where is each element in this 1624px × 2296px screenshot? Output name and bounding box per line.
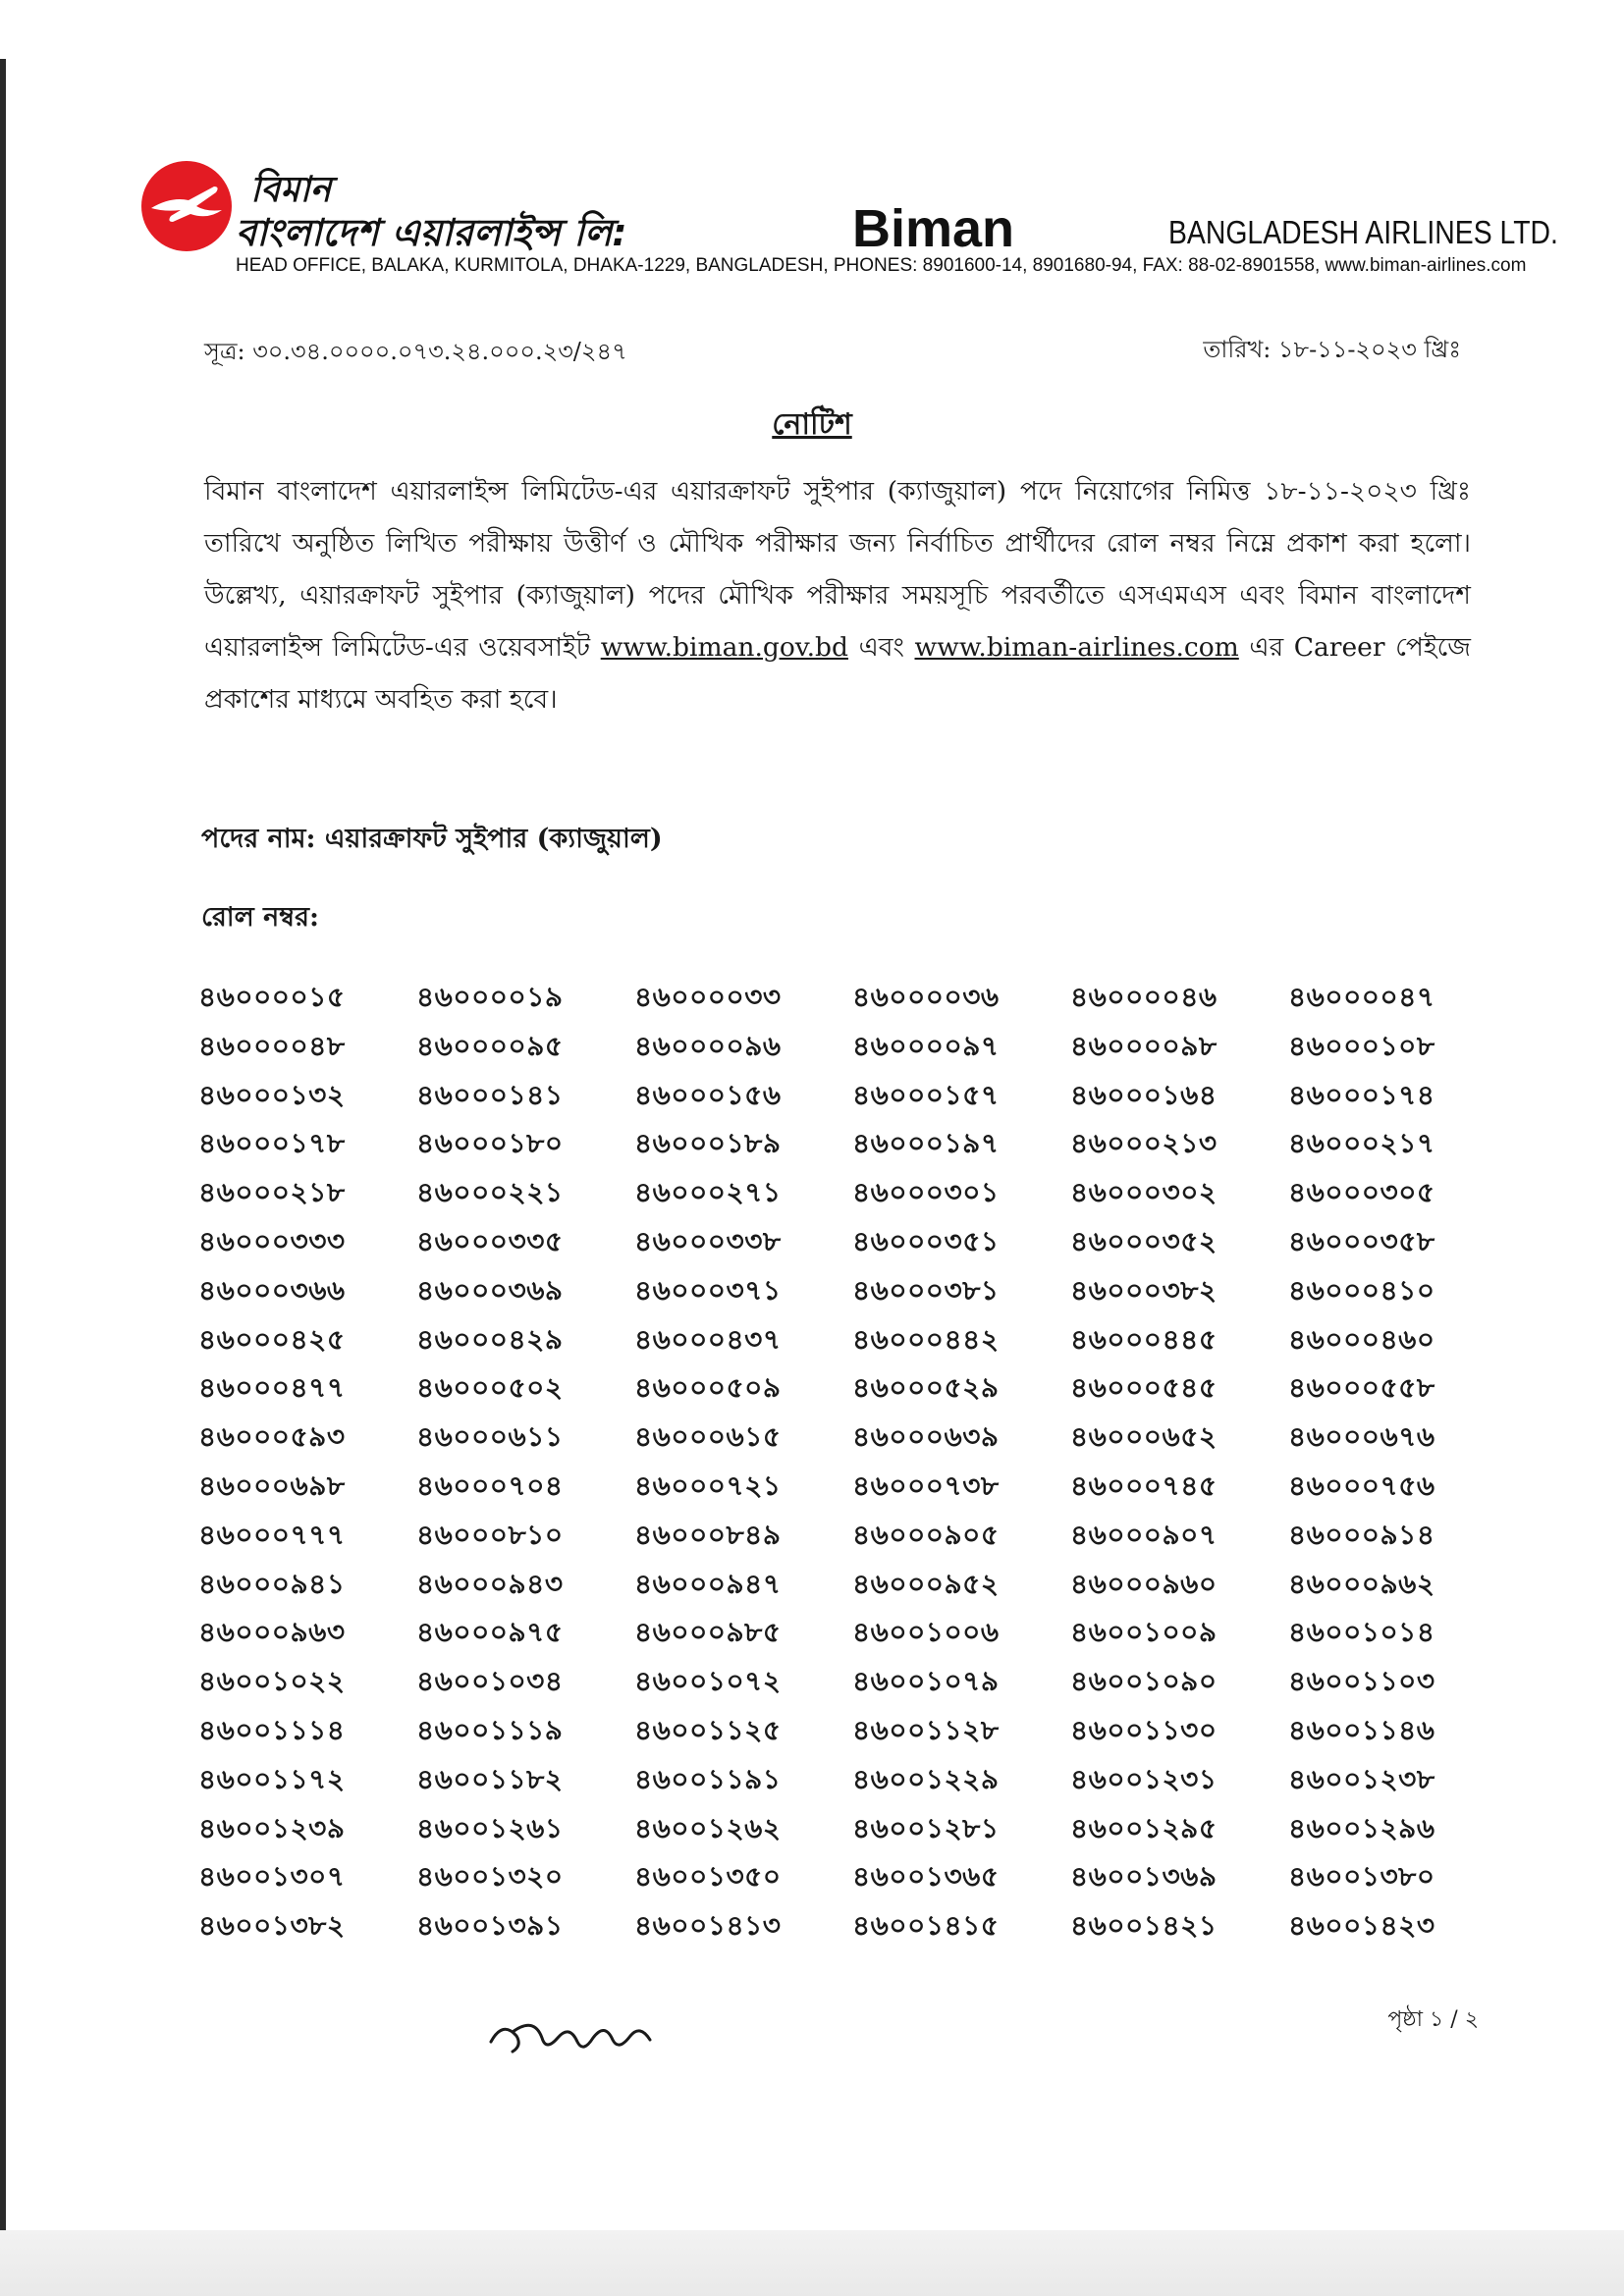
roll-number: ৪৬০০০৩৮২ xyxy=(1070,1273,1218,1307)
roll-number: ৪৬০০০০৯৭ xyxy=(852,1029,1000,1062)
roll-number: ৪৬০০০৯৪৩ xyxy=(416,1567,564,1600)
roll-number: ৪৬০০১০০৬ xyxy=(852,1616,1000,1649)
roll-number: ৪৬০০০৯৬২ xyxy=(1288,1567,1435,1600)
roll-number: ৪৬০০১১৭২ xyxy=(198,1762,346,1795)
roll-number: ৪৬০০০৯০৫ xyxy=(852,1518,1000,1551)
roll-number: ৪৬০০১০৭৯ xyxy=(852,1665,1000,1698)
notice-body xyxy=(204,465,1471,725)
roll-number: ৪৬০০০৯৮৫ xyxy=(634,1616,782,1649)
roll-number: ৪৬০০১০৭২ xyxy=(634,1665,782,1698)
roll-number: ৪৬০০১৪২৩ xyxy=(1288,1909,1435,1943)
roll-number: ৪৬০০০২১৭ xyxy=(1288,1127,1435,1160)
roll-number: ৪৬০০১১৮২ xyxy=(416,1762,564,1795)
roll-number: ৪৬০০০৬১৫ xyxy=(634,1420,782,1454)
roll-number: ৪৬০০০৪১০ xyxy=(1288,1273,1435,1307)
roll-number: ৪৬০০০১০৮ xyxy=(1288,1029,1435,1062)
roll-number: ৪৬০০০৯৬০ xyxy=(1070,1567,1218,1600)
logo-text-bn-line1: বিমান xyxy=(250,170,332,210)
roll-number: ৪৬০০০৩৬৯ xyxy=(416,1273,564,1307)
roll-number: ৪৬০০০১৭৪ xyxy=(1288,1078,1435,1111)
roll-number: ৪৬০০০৬৭৬ xyxy=(1288,1420,1435,1454)
roll-number: ৪৬০০০৬১১ xyxy=(416,1420,564,1454)
page-edge xyxy=(0,59,6,2248)
signature xyxy=(483,2002,670,2071)
memo-date: তারিখ: ১৮-১১-২০২৩ খ্রিঃ xyxy=(1203,336,1461,363)
roll-number: ৪৬০০১২৮১ xyxy=(852,1811,1000,1844)
roll-number: ৪৬০০০৩০১ xyxy=(852,1176,1000,1209)
roll-number: ৪৬০০০৮৪৯ xyxy=(634,1518,782,1551)
roll-number: ৪৬০০০৯৬৩ xyxy=(198,1616,346,1649)
roll-number: ৪৬০০১৩৬৫ xyxy=(852,1860,1000,1894)
roll-number: ৪৬০০১২৯৫ xyxy=(1070,1811,1218,1844)
roll-number: ৪৬০০০৪২৯ xyxy=(416,1322,564,1356)
page-number: পৃষ্ঠা ১ / ২ xyxy=(1387,2007,1479,2032)
roll-number: ৪৬০০০৬৩৯ xyxy=(852,1420,1000,1454)
roll-number: ৪৬০০০৩৫১ xyxy=(852,1224,1000,1257)
roll-number: ৪৬০০০৭০৪ xyxy=(416,1468,564,1502)
roll-number: ৪৬০০০১৭৮ xyxy=(198,1127,346,1160)
post-name: পদের নাম: এয়ারক্রাফট সুইপার (ক্যাজুয়াল) xyxy=(201,824,663,854)
letterhead xyxy=(137,157,1558,285)
roll-number: ৪৬০০০৩৫২ xyxy=(1070,1224,1218,1257)
roll-number: ৪৬০০১২৬১ xyxy=(416,1811,564,1844)
roll-number: ৪৬০০১১০৩ xyxy=(1288,1665,1435,1698)
roll-number: ৪৬০০০১৪১ xyxy=(416,1078,564,1111)
roll-number: ৪৬০০০৫৫৮ xyxy=(1288,1371,1435,1405)
roll-number: ৪৬০০১২৩১ xyxy=(1070,1762,1218,1795)
roll-number: ৪৬০০১৪২১ xyxy=(1070,1909,1218,1943)
roll-number: ৪৬০০০৩৫৮ xyxy=(1288,1224,1435,1257)
roll-number: ৪৬০০০৩৬৬ xyxy=(198,1273,346,1307)
roll-number: ৪৬০০০৪৭৭ xyxy=(198,1371,346,1405)
roll-number: ৪৬০০০০৩৩ xyxy=(634,981,782,1013)
brand-name: Biman xyxy=(852,199,1015,258)
roll-number: ৪৬০০০৫০৯ xyxy=(634,1371,782,1405)
roll-number: ৪৬০০১৪১৩ xyxy=(634,1909,782,1943)
roll-number: ৪৬০০০৯৭৫ xyxy=(416,1616,564,1649)
roll-number: ৪৬০০১১১৪ xyxy=(198,1713,346,1746)
roll-number: ৪৬০০০৯০৭ xyxy=(1070,1518,1218,1551)
roll-number: ৪৬০০০৭৩৮ xyxy=(852,1468,1000,1502)
roll-number: ৪৬০০১১২৮ xyxy=(852,1713,1000,1746)
roll-number: ৪৬০০১২৯৬ xyxy=(1288,1811,1435,1844)
roll-number: ৪৬০০০৭৭৭ xyxy=(198,1518,346,1551)
roll-number: ৪৬০০০১৯৭ xyxy=(852,1127,1000,1160)
roll-number: ৪৬০০০৪৩৭ xyxy=(634,1322,782,1356)
roll-number: ৪৬০০১২৩৯ xyxy=(198,1811,346,1844)
roll-number: ৪৬০০০০৩৬ xyxy=(852,981,1000,1013)
roll-number: ৪৬০০১৩৬৯ xyxy=(1070,1860,1218,1894)
roll-number: ৪৬০০০৬৯৮ xyxy=(198,1468,346,1502)
roll-number: ৪৬০০১৩৫০ xyxy=(634,1860,782,1894)
roll-number: ৪৬০০১০৯০ xyxy=(1070,1665,1218,1698)
roll-number: ৪৬০০০৫০২ xyxy=(416,1371,564,1405)
roll-number: ৪৬০০০৪৬০ xyxy=(1288,1322,1435,1356)
roll-number: ৪৬০০০৯৪৭ xyxy=(634,1567,782,1600)
roll-number: ৪৬০০০২১৮ xyxy=(198,1176,346,1209)
roll-number: ৪৬০০১১৩০ xyxy=(1070,1713,1218,1746)
roll-number: ৪৬০০০৪৪২ xyxy=(852,1322,1000,1356)
roll-number: ৪৬০০১১৯১ xyxy=(634,1762,782,1795)
roll-number: ৪৬০০০৭২১ xyxy=(634,1468,782,1502)
roll-number: ৪৬০০১১১৯ xyxy=(416,1713,564,1746)
roll-number: ৪৬০০০৩৮১ xyxy=(852,1273,1000,1307)
roll-number: ৪৬০০০৩০২ xyxy=(1070,1176,1218,1209)
roll-number: ৪৬০০০২১৩ xyxy=(1070,1127,1218,1160)
roll-number: ৪৬০০১৩৮২ xyxy=(198,1909,346,1943)
roll-number: ৪৬০০০০১৯ xyxy=(416,981,564,1013)
roll-number: ৪৬০০০৫২৯ xyxy=(852,1371,1000,1405)
roll-number: ৪৬০০০৬৫২ xyxy=(1070,1420,1218,1454)
roll-number: ৪৬০০১১২৫ xyxy=(634,1713,782,1746)
roll-number: ৪৬০০০০৪৬ xyxy=(1070,981,1218,1013)
roll-number: ৪৬০০০৩৩৫ xyxy=(416,1224,564,1257)
roll-number: ৪৬০০১৩৮০ xyxy=(1288,1860,1435,1894)
roll-number: ৪৬০০১০২২ xyxy=(198,1665,346,1698)
roll-number: ৪৬০০১৩৯১ xyxy=(416,1909,564,1943)
biman-logo-icon xyxy=(137,157,236,255)
roll-number-label: রোল নম্বর: xyxy=(201,902,319,933)
roll-number: ৪৬০০০৪৪৫ xyxy=(1070,1322,1218,1356)
scan-shadow xyxy=(0,2230,1624,2296)
roll-number: ৪৬০০০৯৫২ xyxy=(852,1567,1000,1600)
roll-number: ৪৬০০১১৪৬ xyxy=(1288,1713,1435,1746)
roll-number: ৪৬০০১৩০৭ xyxy=(198,1860,346,1894)
roll-number: ৪৬০০০১৮৯ xyxy=(634,1127,782,1160)
roll-number: ৪৬০০১২৩৮ xyxy=(1288,1762,1435,1795)
roll-number: ৪৬০০০২৭১ xyxy=(634,1176,782,1209)
roll-number: ৪৬০০০৫৯৩ xyxy=(198,1420,346,1454)
roll-number: ৪৬০০১২৬২ xyxy=(634,1811,782,1844)
roll-number: ৪৬০০০১৫৭ xyxy=(852,1078,1000,1111)
roll-number: ৪৬০০০৫৪৫ xyxy=(1070,1371,1218,1405)
memo-reference: সূত্র: ৩০.৩৪.০০০০.০৭৩.২৪.০০০.২৩/২৪৭ xyxy=(204,338,627,365)
roll-number: ৪৬০০১২২৯ xyxy=(852,1762,1000,1795)
roll-number: ৪৬০০০৩০৫ xyxy=(1288,1176,1435,1209)
roll-number: ৪৬০০০০৯৫ xyxy=(416,1029,564,1062)
roll-number: ৪৬০০১৩২০ xyxy=(416,1860,564,1894)
roll-number: ৪৬০০০৯৪১ xyxy=(198,1567,346,1600)
body-text-3: এর Career পেইজে প্রকাশের মাধ্যমে অবহিত করা হবে। xyxy=(204,632,1471,715)
roll-number-grid xyxy=(198,976,1514,1953)
roll-number: ৪৬০০০৮১০ xyxy=(416,1518,564,1551)
body-text-2: এবং xyxy=(858,632,904,663)
biman-gov-link[interactable]: www.biman.gov.bd xyxy=(600,632,848,663)
roll-number: ৪৬০০০০৪৭ xyxy=(1288,981,1435,1013)
roll-number: ৪৬০০০৭৪৫ xyxy=(1070,1468,1218,1502)
roll-number: ৪৬০০০২২১ xyxy=(416,1176,564,1209)
roll-number: ৪৬০০১০১৪ xyxy=(1288,1616,1435,1649)
roll-number: ৪৬০০০০৯৮ xyxy=(1070,1029,1218,1062)
roll-number: ৪৬০০০৭৫৬ xyxy=(1288,1468,1435,1502)
head-office-address: HEAD OFFICE, BALAKA, KURMITOLA, DHAKA-1229, BANGLADESH, PHONES: 8901600-14, 8901680-94, FAX: 88-02-8901558, www.biman-airlines.com xyxy=(236,255,1527,276)
notice-title-wrapper xyxy=(0,400,1624,451)
biman-airlines-link[interactable]: www.biman-airlines.com xyxy=(914,632,1239,663)
roll-number: ৪৬০০০০৯৬ xyxy=(634,1029,782,1062)
roll-number: ৪৬০০০৯১৪ xyxy=(1288,1518,1435,1551)
roll-number: ৪৬০০১৪১৫ xyxy=(852,1909,1000,1943)
roll-number: ৪৬০০০১৬৪ xyxy=(1070,1078,1218,1111)
roll-number: ৪৬০০০০১৫ xyxy=(198,981,346,1013)
roll-number: ৪৬০০০৪২৫ xyxy=(198,1322,346,1356)
roll-number: ৪৬০০০৩৩৩ xyxy=(198,1224,346,1257)
roll-number: ৪৬০০০০৪৮ xyxy=(198,1029,346,1062)
roll-number: ৪৬০০১০০৯ xyxy=(1070,1616,1218,1649)
roll-number: ৪৬০০০১৩২ xyxy=(198,1078,346,1111)
roll-number: ৪৬০০০৩৩৮ xyxy=(634,1224,782,1257)
roll-number: ৪৬০০০১৫৬ xyxy=(634,1078,782,1111)
roll-number: ৪৬০০১০৩৪ xyxy=(416,1665,564,1698)
body-text-1: বিমান বাংলাদেশ এয়ারলাইন্স লিমিটেড-এর এয়ারক্রাফট সুইপার (ক্যাজুয়াল) পদে নিয়োগের নিমিত্ত ১৮-১১-২০২৩ খ্রিঃ তারিখে অনুষ্ঠিত লিখিত পরীক্ষায় উত্তীর্ণ ও মৌখিক পরীক্ষার জন্য নির্বাচিত প্রার্থীদের রোল নম্বর নিম্নে প্রকাশ করা হলো। উল্লেখ্য, এয়ারক্রাফট সুইপার (ক্যাজুয়াল) পদের মৌখিক পরীক্ষার সময়সূচি পরবর্তীতে এসএমএস এবং বিমান বাংলাদেশ এয়ারলাইন্স লিমিটেড-এর ওয়েবসাইট xyxy=(204,476,1471,663)
roll-number: ৪৬০০০১৮০ xyxy=(416,1127,564,1160)
company-name: BANGLADESH AIRLINES LTD. xyxy=(1168,214,1558,250)
logo-text-bn-line2: বাংলাদেশ এয়ারলাইন্স লি: xyxy=(236,211,627,254)
notice-title: নোটিশ xyxy=(772,407,852,442)
roll-number: ৪৬০০০৩৭১ xyxy=(634,1273,782,1307)
